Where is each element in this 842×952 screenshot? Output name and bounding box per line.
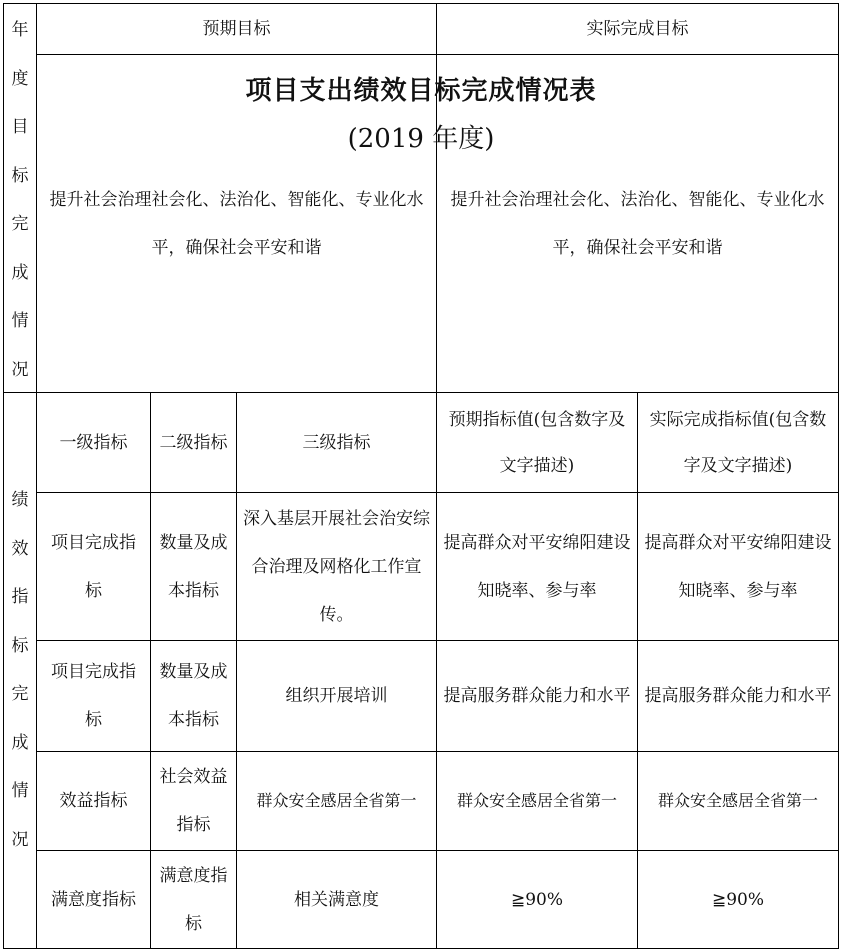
- row1-level3: 深入基层开展社会治安综合治理及网格化工作宣传。: [243, 508, 430, 625]
- row2-level1: 项目完成指标: [51, 662, 136, 730]
- row3-level3: 群众安全感居全省第一: [256, 791, 417, 810]
- row1-actual: 提高群众对平安绵阳建设知晓率、参与率: [644, 532, 832, 601]
- goal-expected-text: 提升社会治理社会化、法治化、智能化、专业化水平，确保社会平安和谐: [49, 190, 424, 258]
- row4-level3: 相关满意度: [294, 889, 379, 910]
- header-actual-value: 实际完成指标值(包含数字及文字描述): [649, 409, 827, 476]
- row3-level1: 效益指标: [59, 791, 128, 811]
- header-level1: 一级指标: [59, 432, 128, 453]
- section-label-annual-goal: 年 度 目 标 完 成 情 况: [11, 20, 29, 380]
- goal-actual-text: 提升社会治理社会化、法治化、智能化、专业化水平，确保社会平安和谐: [450, 190, 825, 258]
- header-expected-value: 预期指标值(包含数字及文字描述): [448, 409, 626, 476]
- row4-level2: 满意度指标: [159, 865, 228, 934]
- row3-level2: 社会效益指标: [159, 767, 228, 835]
- row4-actual: ≧90%: [711, 889, 765, 910]
- row3-actual: 群众安全感居全省第一: [657, 791, 818, 810]
- document-title: 项目支出绩效目标完成情况表: [245, 76, 597, 106]
- header-level2: 二级指标: [159, 432, 228, 453]
- table-border: [3, 948, 839, 949]
- header-actual-goal: 实际完成目标: [586, 19, 689, 39]
- row1-expected: 提高群众对平安绵阳建设知晓率、参与率: [443, 532, 631, 601]
- row2-actual: 提高服务群众能力和水平: [644, 686, 832, 706]
- row4-expected: ≧90%: [510, 889, 564, 910]
- row4-level1: 满意度指标: [51, 889, 136, 910]
- row3-expected: 群众安全感居全省第一: [456, 791, 617, 810]
- row2-level3: 组织开展培训: [285, 686, 388, 706]
- header-level3: 三级指标: [302, 432, 371, 453]
- table-border: [36, 54, 839, 55]
- header-expected-goal: 预期目标: [202, 19, 271, 39]
- row1-level1: 项目完成指标: [51, 532, 136, 601]
- document-subtitle: (2019 年度): [347, 124, 495, 154]
- row1-level2: 数量及成本指标: [159, 532, 228, 601]
- row2-expected: 提高服务群众能力和水平: [443, 686, 631, 706]
- row2-level2: 数量及成本指标: [159, 662, 228, 730]
- section-label-performance-indicators: 绩 效 指 标 完 成 情 况: [11, 490, 29, 850]
